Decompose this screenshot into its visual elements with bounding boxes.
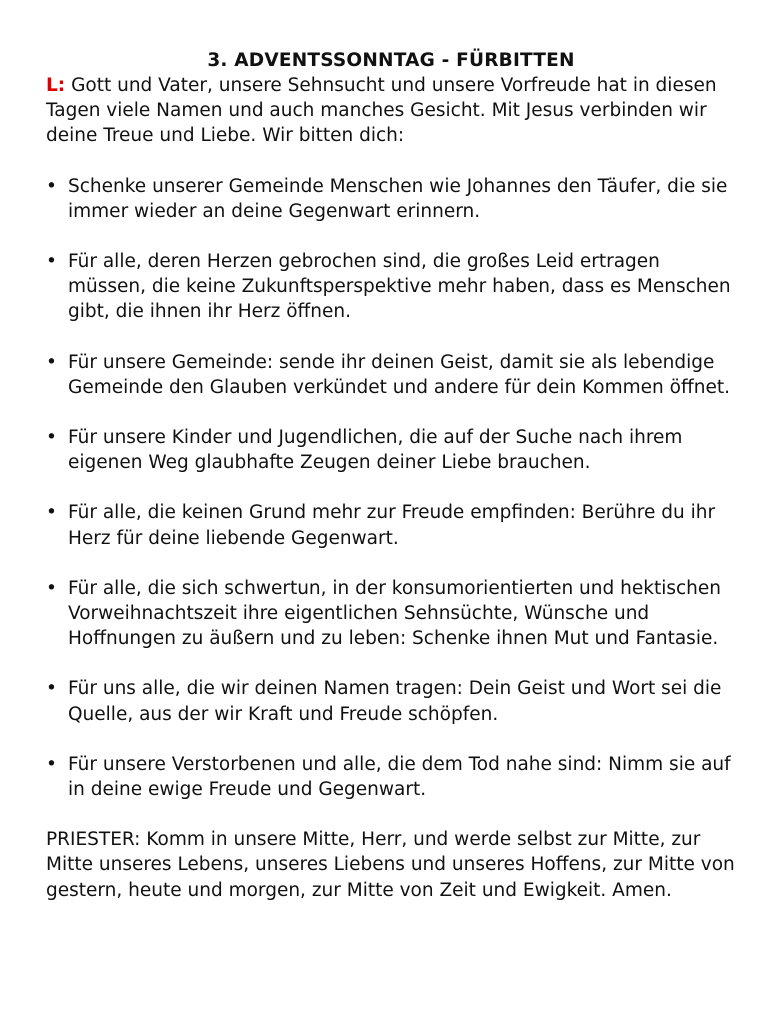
document-title: 3. ADVENTSSONNTAG - FÜRBITTEN bbox=[207, 50, 575, 71]
bullet-icon: • bbox=[46, 427, 57, 449]
petition-item bbox=[46, 174, 736, 224]
petition-item bbox=[46, 350, 736, 400]
petition-text: Für alle, die keinen Grund mehr zur Freude empfinden: Berühre du ihr Herz für deine liebende Gegenwart. bbox=[68, 502, 716, 549]
bullet-icon: • bbox=[46, 502, 57, 524]
bullet-icon: • bbox=[46, 175, 57, 197]
bullet-icon: • bbox=[46, 678, 57, 700]
petition-item bbox=[46, 576, 736, 652]
petition-item bbox=[46, 425, 736, 475]
petition-text: Für uns alle, die wir deinen Namen tragen: Dein Geist und Wort sei die Quelle, aus der wir Kraft und Freude schöpfen. bbox=[68, 678, 722, 725]
petition-text: Schenke unserer Gemeinde Menschen wie Johannes den Täufer, die sie immer wieder an deine Gegenwart erinnern. bbox=[68, 175, 728, 222]
petition-item bbox=[46, 676, 736, 726]
bullet-icon: • bbox=[46, 351, 57, 373]
bullet-icon: • bbox=[46, 251, 57, 273]
petition-text: Für unsere Kinder und Jugendlichen, die auf der Suche nach ihrem eigenen Weg glaubhafte Zeugen deiner Liebe brauchen. bbox=[68, 427, 683, 474]
closing-paragraph: PRIESTER: Komm in unsere Mitte, Herr, und werde selbst zur Mitte, zur Mitte unseres Lebens, unseres Liebens und unseres Hoffens, zur Mitte von gestern, heute und morgen, zur Mitte von Zeit und Ewigkeit. Amen. bbox=[46, 829, 735, 901]
petition-text: Für alle, deren Herzen gebrochen sind, die großes Leid ertragen müssen, die keine Zukunftsperspektive mehr haben, dass es Menschen gibt, die ihnen ihr Herz öffnen. bbox=[68, 251, 731, 323]
petition-item bbox=[46, 500, 736, 550]
bullet-icon: • bbox=[46, 577, 57, 599]
petition-item bbox=[46, 249, 736, 325]
petition-list bbox=[46, 174, 736, 803]
petition-text: Für alle, die sich schwertun, in der konsumorientierten und hektischen Vorweihnachtszeit ihre eigentlichen Sehnsüchte, Wünsche und Hoffnungen zu äußern und zu leben: Schenke ihnen Mut und Fantasie. bbox=[68, 577, 721, 650]
petition-item bbox=[46, 752, 736, 802]
petition-text: Für unsere Gemeinde: sende ihr deinen Geist, damit sie als lebendige Gemeinde den Glauben verkündet und andere für dein Kommen öffnet. bbox=[68, 351, 730, 398]
petition-text: Für unsere Verstorbenen und alle, die dem Tod nahe sind: Nimm sie auf in deine ewige Freude und Gegenwart. bbox=[68, 753, 731, 801]
intro-text: Gott und Vater, unsere Sehnsucht und unsere Vorfreude hat in diesen Tagen viele Namen und auch manches Gesicht. Mit Jesus verbinden wir deine Treue und Liebe. Wir bitten dich: bbox=[46, 75, 717, 147]
bullet-icon: • bbox=[46, 753, 57, 775]
document-page bbox=[46, 48, 736, 903]
intro-paragraph bbox=[46, 73, 736, 149]
leader-label: L: bbox=[46, 75, 66, 96]
